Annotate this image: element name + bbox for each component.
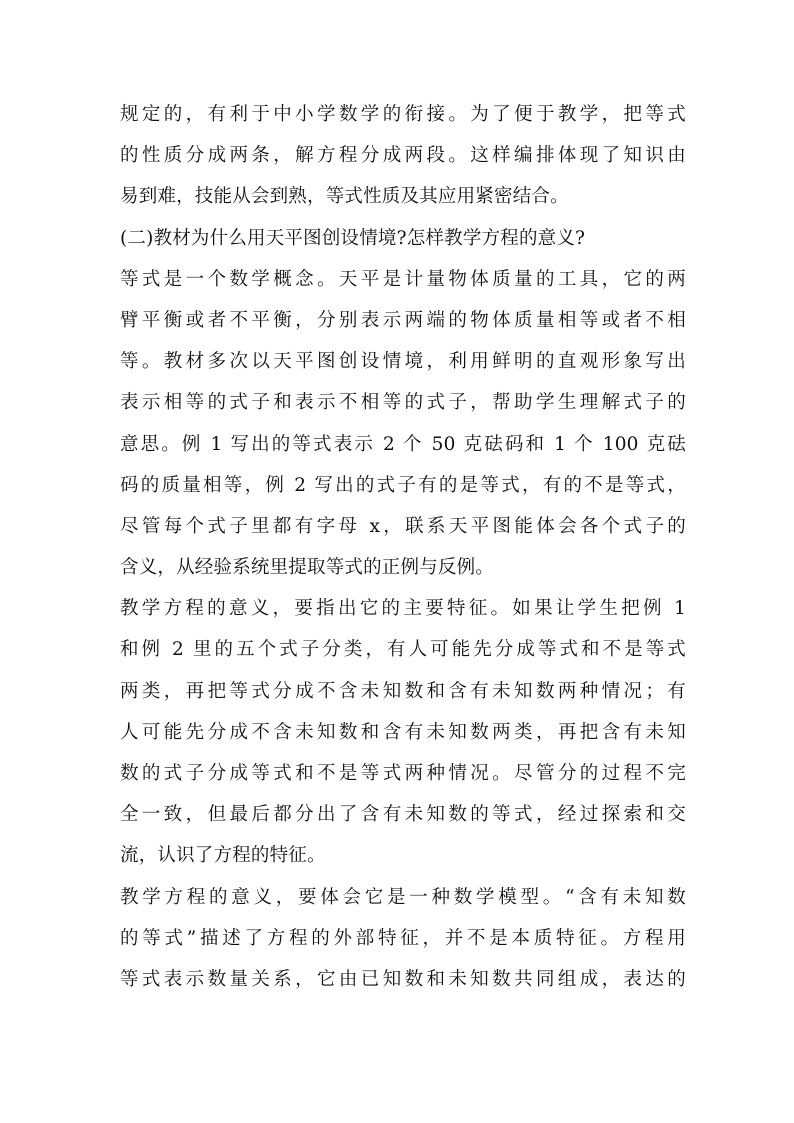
text-line: 流，认识了方程的特征。 <box>120 845 326 867</box>
text-line: 等式是一个数学概念。天平是计量物体质量的工具，它的两 <box>120 268 686 290</box>
section-heading: (二)教材为什么用天平图创设情境?怎样教学方程的意义? <box>120 227 586 249</box>
text-line: 尽管每个式子里都有字母 x，联系天平图能体会各个式子的 <box>120 515 686 537</box>
text-line: 教学方程的意义，要指出它的主要特征。如果让学生把例 1 <box>120 598 686 620</box>
text-line: 的性质分成两条，解方程分成两段。这样编排体现了知识由 <box>120 145 686 167</box>
text-line: 教学方程的意义，要体会它是一种数学模型。“含有未知数 <box>120 886 686 908</box>
text-line: 意思。例 1 写出的等式表示 2 个 50 克砝码和 1 个 100 克砝 <box>120 433 686 455</box>
text-line: 码的质量相等，例 2 写出的式子有的是等式，有的不是等式， <box>120 474 686 496</box>
text-line: 等。教材多次以天平图创设情境，利用鲜明的直观形象写出 <box>120 351 686 373</box>
text-line: 全一致，但最后都分出了含有未知数的等式，经过探索和交 <box>120 804 686 826</box>
text-line: 数的式子分成等式和不是等式两种情况。尽管分的过程不完 <box>120 763 686 784</box>
document-body <box>120 94 686 1000</box>
text-line: 的等式”描述了方程的外部特征，并不是本质特征。方程用 <box>120 927 686 949</box>
text-line: 含义，从经验系统里提取等式的正例与反例。 <box>120 557 495 579</box>
text-line: 和例 2 里的五个式子分类，有人可能先分成等式和不是等式 <box>120 639 686 661</box>
text-line: 规定的，有利于中小学数学的衔接。为了便于教学，把等式 <box>120 104 686 125</box>
text-line: 易到难，技能从会到熟，等式性质及其应用紧密结合。 <box>120 186 569 208</box>
text-line: 两类，再把等式分成不含未知数和含有未知数两种情况；有 <box>120 680 686 702</box>
text-line: 臂平衡或者不平衡，分别表示两端的物体质量相等或者不相 <box>120 309 686 331</box>
text-line: 人可能先分成不含未知数和含有未知数两类，再把含有未知 <box>120 721 686 743</box>
text-line: 表示相等的式子和表示不相等的式子，帮助学生理解式子的 <box>120 392 686 414</box>
text-line: 等式表示数量关系，它由已知数和未知数共同组成，表达的 <box>120 968 686 990</box>
